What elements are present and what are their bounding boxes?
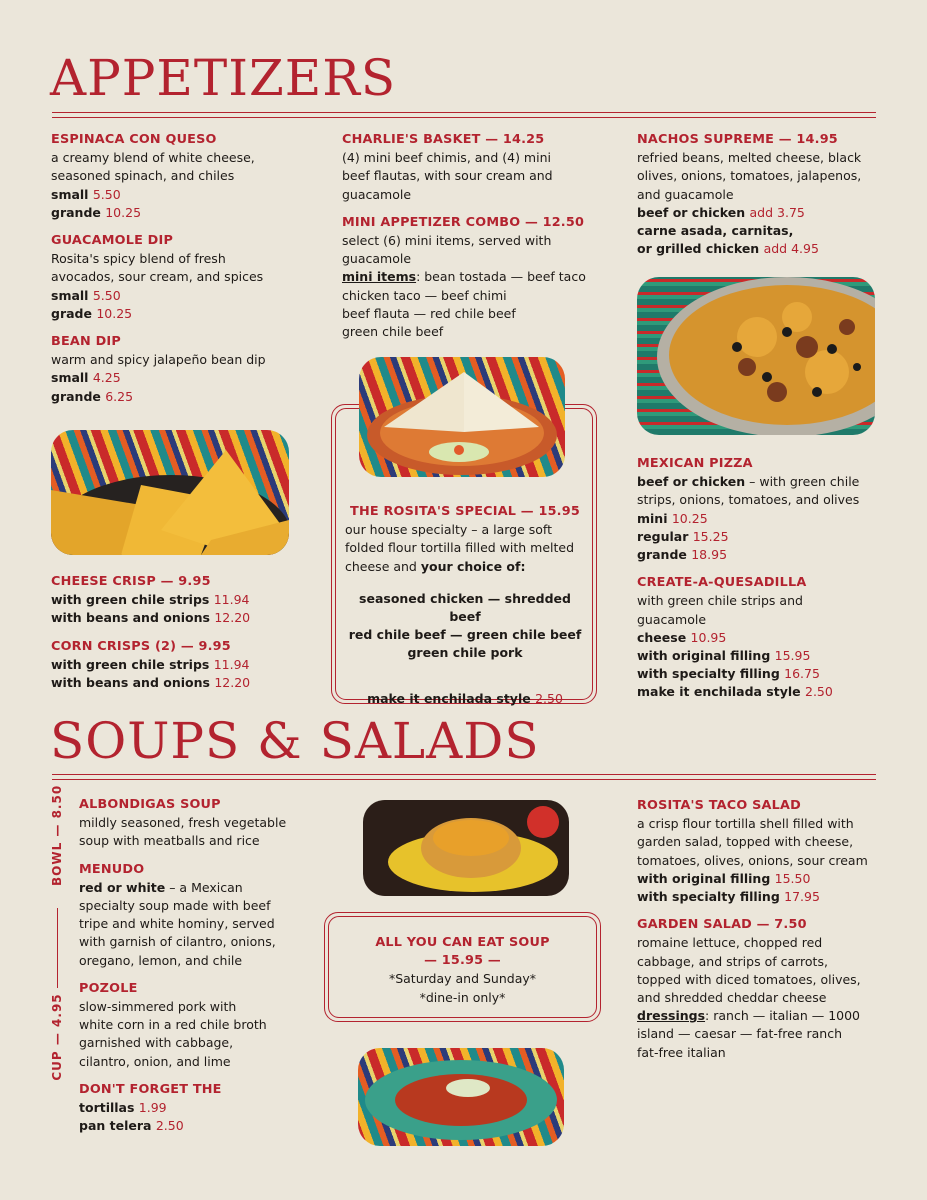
size-label: small bbox=[51, 186, 89, 202]
item-desc: cilantro, onion, and lime bbox=[79, 1053, 231, 1069]
choice-option: seasoned chicken — shredded beef bbox=[359, 590, 571, 625]
price: add 4.95 bbox=[763, 241, 819, 257]
item-title: ALL YOU CAN EAT SOUP bbox=[375, 935, 550, 950]
item-desc: olives, onions, tomatoes, jalapenos, bbox=[637, 168, 862, 184]
menu-item-rositas-special bbox=[345, 503, 585, 708]
item-desc: strips, onions, tomatoes, and olives bbox=[637, 492, 860, 508]
item-desc: specialty soup made with beef bbox=[79, 898, 271, 914]
item-desc: refried beans, melted cheese, black bbox=[637, 150, 862, 166]
item-desc: island — caesar — fat-free ranch bbox=[637, 1026, 843, 1042]
option-label: cheese bbox=[637, 629, 687, 645]
item-desc: – a Mexican bbox=[165, 879, 243, 895]
item-desc: our house specialty – a large soft bbox=[345, 522, 552, 538]
item-desc: topped with diced tomatoes, olives, bbox=[637, 971, 861, 987]
price: 1.99 bbox=[138, 1100, 167, 1116]
bowl-price-label: BOWL — 8.50 bbox=[50, 784, 64, 886]
item-title: ROSITA'S TACO SALAD bbox=[637, 798, 801, 813]
price: 12.20 bbox=[214, 675, 251, 691]
price: 4.25 bbox=[92, 370, 121, 386]
size-label: grade bbox=[51, 305, 92, 321]
size-label: grande bbox=[51, 388, 101, 404]
menu-item-mexican-pizza bbox=[637, 455, 897, 564]
size-label: mini bbox=[637, 510, 668, 526]
size-label: regular bbox=[637, 528, 689, 544]
soup-photo bbox=[358, 1048, 564, 1146]
price: 5.50 bbox=[92, 287, 121, 303]
item-title: MENUDO bbox=[79, 861, 145, 877]
item-desc: green chile beef bbox=[342, 324, 444, 340]
item-desc: (4) mini beef chimis, and (4) mini bbox=[342, 150, 551, 166]
size-label: grande bbox=[637, 547, 687, 563]
all-you-can-eat-soup bbox=[330, 934, 595, 1007]
price: 11.94 bbox=[213, 592, 250, 608]
menu-item-pozole bbox=[79, 980, 319, 1071]
menu-item-espinaca bbox=[51, 131, 321, 222]
appetizers-column-3-lower bbox=[637, 455, 897, 702]
price: add 3.75 bbox=[749, 204, 805, 220]
mexican-pizza-photo bbox=[637, 277, 875, 435]
item-desc: beef flautas, with sour cream and bbox=[342, 168, 553, 184]
item-title: CREATE-A-QUESADILLA bbox=[637, 575, 807, 591]
option-label: with specialty filling bbox=[637, 889, 780, 905]
menu-item-corn-crisps bbox=[51, 638, 321, 693]
menu-item-taco-salad bbox=[637, 797, 897, 906]
item-desc: tomatoes, olives, onions, sour cream bbox=[637, 852, 868, 868]
item-desc: avocados, sour cream, and spices bbox=[51, 269, 264, 285]
option-label: beef or chicken bbox=[637, 204, 746, 220]
price: 5.50 bbox=[92, 186, 121, 202]
cup-price-label: CUP — 4.95 bbox=[50, 993, 64, 1081]
option-label: with green chile strips bbox=[51, 656, 210, 672]
menu-item-albondigas bbox=[79, 796, 319, 851]
menu-item-mini-combo bbox=[342, 214, 612, 341]
item-title: THE ROSITA'S SPECIAL — 15.95 bbox=[350, 504, 580, 519]
option-label: red or white bbox=[79, 879, 166, 895]
price: 18.95 bbox=[691, 547, 728, 563]
item-desc: white corn in a red chile broth bbox=[79, 1017, 267, 1033]
cheese-crisp-photo bbox=[51, 430, 289, 555]
appetizers-column-1-lower bbox=[51, 573, 321, 692]
option-label: or grilled chicken bbox=[637, 241, 760, 257]
item-title: CORN CRISPS (2) — 9.95 bbox=[51, 638, 231, 654]
item-desc: : ranch — italian — 1000 bbox=[705, 1008, 861, 1024]
price: 10.95 bbox=[690, 629, 727, 645]
price: 10.25 bbox=[671, 510, 708, 526]
option-label: beef or chicken bbox=[637, 474, 746, 490]
item-desc: romaine lettuce, chopped red bbox=[637, 935, 823, 951]
item-desc: chicken taco — beef chimi bbox=[342, 287, 507, 303]
menu-item-menudo bbox=[79, 861, 319, 970]
item-desc: beef flauta — red chile beef bbox=[342, 305, 516, 321]
item-desc: seasoned spinach, and chiles bbox=[51, 168, 235, 184]
size-label: small bbox=[51, 287, 89, 303]
price: 10.25 bbox=[105, 204, 142, 220]
section-title-appetizers: APPETIZERS bbox=[50, 49, 397, 107]
dressings-label: dressings bbox=[637, 1008, 706, 1024]
item-desc: warm and spicy jalapeño bean dip bbox=[51, 352, 266, 368]
item-desc: guacamole bbox=[342, 186, 412, 202]
option-label: with beans and onions bbox=[51, 610, 210, 626]
choice-option: red chile beef — green chile beef bbox=[348, 627, 582, 643]
item-desc: and shredded cheddar cheese bbox=[637, 990, 827, 1006]
item-desc: with green chile strips and bbox=[637, 593, 803, 609]
price: 17.95 bbox=[784, 889, 820, 905]
note: *dine-in only* bbox=[419, 989, 506, 1005]
item-desc: folded flour tortilla filled with melted bbox=[345, 540, 575, 556]
price: 11.94 bbox=[213, 656, 250, 672]
price: 16.75 bbox=[784, 666, 820, 682]
appetizers-column-3 bbox=[637, 131, 897, 258]
item-desc: cheese and bbox=[345, 558, 421, 574]
mini-items-label: mini items bbox=[342, 269, 417, 285]
salads-column bbox=[637, 797, 897, 1062]
item-desc: mildly seasoned, fresh vegetable bbox=[79, 815, 287, 831]
choice-label: your choice of: bbox=[420, 558, 526, 574]
item-desc: a creamy blend of white cheese, bbox=[51, 150, 255, 166]
option-label: tortillas bbox=[79, 1100, 135, 1116]
menu-item-charlies-basket bbox=[342, 131, 612, 204]
price: 15.50 bbox=[774, 870, 811, 886]
item-title: BEAN DIP bbox=[51, 334, 121, 350]
item-title: ESPINACA CON QUESO bbox=[51, 132, 217, 147]
price: 12.20 bbox=[214, 610, 251, 626]
price: 2.50 bbox=[535, 690, 563, 706]
quesadilla-photo bbox=[359, 357, 565, 477]
item-desc: with garnish of cilantro, onions, bbox=[79, 934, 276, 950]
item-desc: select (6) mini items, served with bbox=[342, 233, 552, 249]
item-desc: fat-free italian bbox=[637, 1044, 726, 1060]
price: 6.25 bbox=[105, 388, 134, 404]
choice-option: green chile pork bbox=[407, 645, 523, 661]
item-title: ALBONDIGAS SOUP bbox=[79, 797, 221, 812]
option-label: with original filling bbox=[637, 870, 771, 886]
price: 15.95 bbox=[774, 648, 811, 664]
size-label: grande bbox=[51, 204, 101, 220]
item-title: CHARLIE'S BASKET — 14.25 bbox=[342, 132, 545, 147]
menu-item-guacamole bbox=[51, 232, 321, 323]
option-label: with specialty filling bbox=[637, 666, 780, 682]
appetizers-column-2 bbox=[342, 131, 612, 341]
divider bbox=[52, 774, 876, 780]
menu-item-quesadilla bbox=[637, 574, 897, 701]
option-label: carne asada, carnitas, bbox=[637, 223, 794, 239]
soups-column bbox=[79, 796, 319, 1135]
appetizers-column-1 bbox=[51, 131, 321, 406]
item-desc: garnished with cabbage, bbox=[79, 1035, 234, 1051]
section-title-soups-salads: SOUPS & SALADS bbox=[50, 712, 540, 770]
option-label: with beans and onions bbox=[51, 675, 210, 691]
menu-item-bean-dip bbox=[51, 333, 321, 406]
item-desc: : bean tostada — beef taco bbox=[416, 269, 586, 285]
menu-item-garden-salad bbox=[637, 916, 897, 1062]
menu-item-cheese-crisp bbox=[51, 573, 321, 628]
item-desc: soup with meatballs and rice bbox=[79, 833, 260, 849]
option-label: pan telera bbox=[79, 1118, 152, 1134]
item-desc: a crisp flour tortilla shell filled with bbox=[637, 816, 854, 832]
item-title: MINI APPETIZER COMBO — 12.50 bbox=[342, 214, 585, 230]
size-label: small bbox=[51, 370, 89, 386]
option-label: make it enchilada style bbox=[367, 690, 531, 706]
item-title: NACHOS SUPREME — 14.95 bbox=[637, 132, 838, 147]
menu-item-dont-forget bbox=[79, 1081, 319, 1136]
vertical-divider bbox=[57, 908, 58, 988]
price: 10.25 bbox=[96, 305, 133, 321]
price: 15.25 bbox=[692, 528, 729, 544]
price: 2.50 bbox=[155, 1118, 184, 1134]
item-desc: tripe and white hominy, served bbox=[79, 916, 275, 932]
divider bbox=[52, 112, 876, 118]
item-desc: – with green chile bbox=[745, 474, 860, 490]
item-title: DON'T FORGET THE bbox=[79, 1081, 222, 1097]
note: *Saturday and Sunday* bbox=[388, 971, 537, 987]
item-desc: Rosita's spicy blend of fresh bbox=[51, 251, 226, 267]
taco-salad-photo bbox=[363, 800, 569, 896]
item-title: MEXICAN PIZZA bbox=[637, 456, 753, 471]
item-title: CHEESE CRISP — 9.95 bbox=[51, 574, 211, 589]
price: 2.50 bbox=[805, 684, 833, 700]
item-desc: guacamole bbox=[637, 611, 707, 627]
item-desc: guacamole bbox=[342, 251, 412, 267]
item-desc: garden salad, topped with cheese, bbox=[637, 834, 854, 850]
item-title: POZOLE bbox=[79, 980, 138, 996]
item-desc: oregano, lemon, and chile bbox=[79, 952, 243, 968]
menu-item-nachos bbox=[637, 131, 897, 258]
item-title: GUACAMOLE DIP bbox=[51, 233, 174, 249]
item-title: GARDEN SALAD — 7.50 bbox=[637, 917, 807, 933]
item-desc: cabbage, and strips of carrots, bbox=[637, 953, 828, 969]
item-desc: and guacamole bbox=[637, 186, 734, 202]
price: — 15.95 — bbox=[424, 953, 501, 969]
option-label: with green chile strips bbox=[51, 592, 210, 608]
item-desc: slow-simmered pork with bbox=[79, 999, 237, 1015]
option-label: make it enchilada style bbox=[637, 684, 801, 700]
option-label: with original filling bbox=[637, 648, 771, 664]
